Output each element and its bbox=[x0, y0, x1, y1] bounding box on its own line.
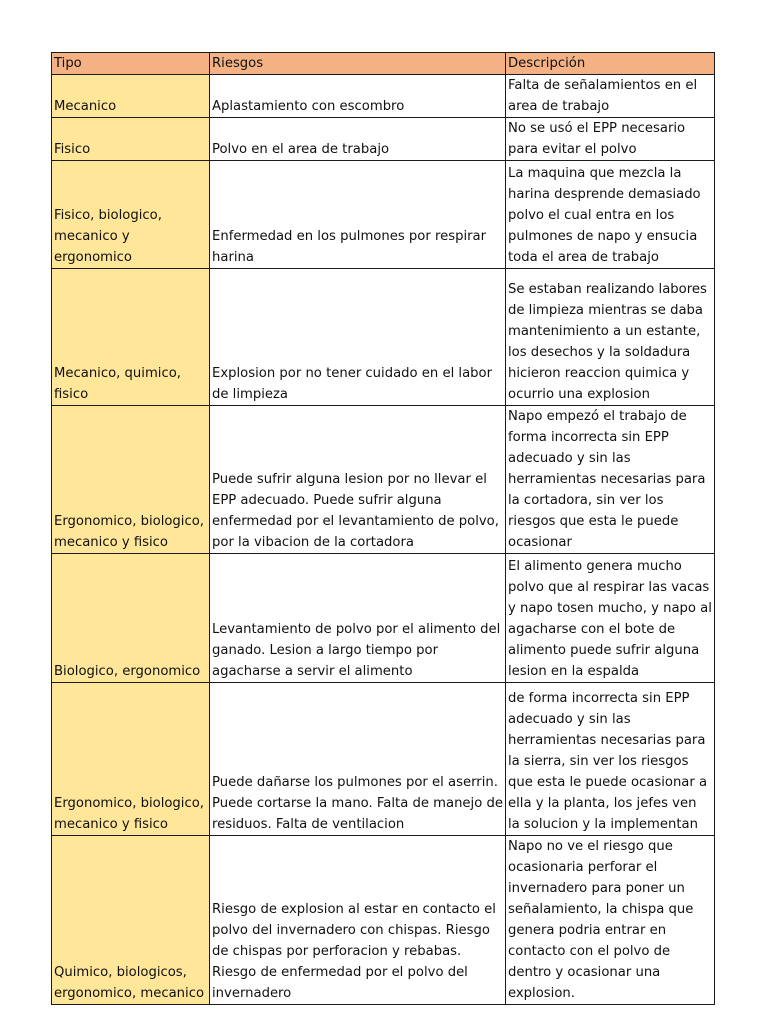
cell-descripcion[interactable]: de forma incorrecta sin EPP adecuado y sin las herramientas necesarias para la sierra, sin ver los riesgos que esta le puede ocasionar a ella y la planta, los jefes ven la solucion y la implementan bbox=[506, 683, 715, 836]
risk-table bbox=[51, 52, 715, 1005]
cell-riesgos[interactable]: Levantamiento de polvo por el alimento del ganado. Lesion a largo tiempo por agacharse a servir el alimento bbox=[210, 554, 506, 683]
table-row bbox=[52, 554, 715, 683]
header-riesgos[interactable]: Riesgos bbox=[210, 53, 506, 75]
cell-tipo[interactable]: Mecanico, quimico, fisico bbox=[52, 269, 210, 406]
cell-tipo[interactable]: Quimico, biologicos, ergonomico, mecanico bbox=[52, 836, 210, 1005]
table-row bbox=[52, 161, 715, 269]
cell-descripcion[interactable]: Falta de señalamientos en el area de trabajo bbox=[506, 75, 715, 118]
cell-tipo[interactable]: Fisico, biologico, mecanico y ergonomico bbox=[52, 161, 210, 269]
table-row bbox=[52, 269, 715, 406]
cell-tipo[interactable]: Biologico, ergonomico bbox=[52, 554, 210, 683]
cell-descripcion[interactable]: La maquina que mezcla la harina desprende demasiado polvo el cual entra en los pulmones de napo y ensucia toda el area de trabajo bbox=[506, 161, 715, 269]
cell-tipo[interactable]: Ergonomico, biologico, mecanico y fisico bbox=[52, 406, 210, 554]
header-descripcion[interactable]: Descripción bbox=[506, 53, 715, 75]
table-row bbox=[52, 683, 715, 836]
cell-riesgos[interactable]: Explosion por no tener cuidado en el labor de limpieza bbox=[210, 269, 506, 406]
header-tipo[interactable]: Tipo bbox=[52, 53, 210, 75]
cell-riesgos[interactable]: Puede dañarse los pulmones por el aserrin. Puede cortarse la mano. Falta de manejo de residuos. Falta de ventilacion bbox=[210, 683, 506, 836]
cell-tipo[interactable]: Ergonomico, biologico, mecanico y fisico bbox=[52, 683, 210, 836]
cell-tipo[interactable]: Fisico bbox=[52, 118, 210, 161]
cell-riesgos[interactable]: Riesgo de explosion al estar en contacto el polvo del invernadero con chispas. Riesgo de chispas por perforacion y rebabas. Riesgo de enfermedad por el polvo del invernadero bbox=[210, 836, 506, 1005]
cell-descripcion[interactable]: No se usó el EPP necesario para evitar el polvo bbox=[506, 118, 715, 161]
cell-descripcion[interactable]: Napo empezó el trabajo de forma incorrecta sin EPP adecuado y sin las herramientas necesarias para la cortadora, sin ver los riesgos que esta le puede ocasionar bbox=[506, 406, 715, 554]
cell-riesgos[interactable]: Puede sufrir alguna lesion por no llevar el EPP adecuado. Puede sufrir alguna enfermedad por el levantamiento de polvo, por la vibacion de la cortadora bbox=[210, 406, 506, 554]
header-row bbox=[52, 53, 715, 75]
table-row bbox=[52, 406, 715, 554]
cell-descripcion[interactable]: Se estaban realizando labores de limpieza mientras se daba mantenimiento a un estante, los desechos y la soldadura hicieron reaccion quimica y ocurrio una explosion bbox=[506, 269, 715, 406]
table-row bbox=[52, 118, 715, 161]
table-row bbox=[52, 836, 715, 1005]
table-row bbox=[52, 75, 715, 118]
cell-riesgos[interactable]: Aplastamiento con escombro bbox=[210, 75, 506, 118]
cell-riesgos[interactable]: Polvo en el area de trabajo bbox=[210, 118, 506, 161]
cell-tipo[interactable]: Mecanico bbox=[52, 75, 210, 118]
cell-riesgos[interactable]: Enfermedad en los pulmones por respirar harina bbox=[210, 161, 506, 269]
cell-descripcion[interactable]: El alimento genera mucho polvo que al respirar las vacas y napo tosen mucho, y napo al agacharse con el bote de alimento puede sufrir alguna lesion en la espalda bbox=[506, 554, 715, 683]
cell-descripcion[interactable]: Napo no ve el riesgo que ocasionaria perforar el invernadero para poner un señalamiento, la chispa que genera podria entrar en contacto con el polvo de dentro y ocasionar una explosion. bbox=[506, 836, 715, 1005]
